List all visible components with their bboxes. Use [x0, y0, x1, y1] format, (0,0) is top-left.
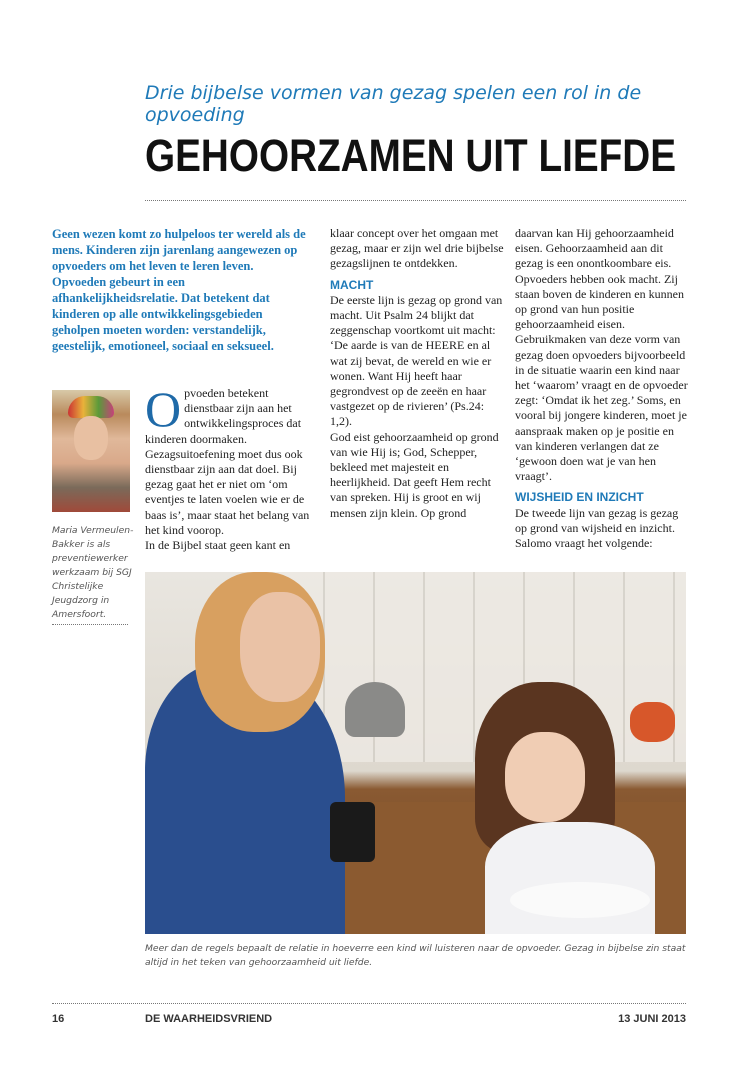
- main-photo: [145, 572, 686, 934]
- drop-cap: O: [145, 381, 182, 437]
- title-divider: [145, 200, 686, 201]
- author-caption: Maria Vermeulen-Bakker is als preventiewerker werkzaam bij SGJ Christelijke Jeugdzorg in Amersfoort.: [52, 525, 134, 620]
- paragraph: klaar concept over het omgaan met gezag, maar er zijn wel drie bijbelse gezagslijnen te ontdekken.: [330, 226, 504, 271]
- paragraph: In de Bijbel staat geen kant en: [145, 538, 291, 553]
- paragraph: ‘De aarde is van de HEERE en al wat zij bevat, de wereld en wie er wonen. Want Hij heeft haar gegrondvest op de zeeën en haar vastgezet op de rivieren’ (Ps.24: 1,2).: [330, 338, 492, 429]
- author-photo: [52, 390, 130, 512]
- author-divider: [52, 624, 128, 625]
- page-number: 16: [52, 1013, 65, 1025]
- paragraph: pvoeden betekent dienstbaar zijn aan het ontwikkelingsproces dat kinderen doormaken. Gezagsuitoefening moet dus ook dienstbaar zijn aan dat doel. Bij gezag gaat het er niet om ‘om eventjes te laten voelen wie er de baas is’, maar staat het belang van het kind voorop.: [145, 386, 310, 537]
- footer-divider: [52, 1003, 686, 1004]
- paragraph: De eerste lijn is gezag op grond van macht. Uit Psalm 24 blijkt dat zeggenschap voortkomt uit macht:: [330, 292, 503, 338]
- column-2: [330, 226, 508, 521]
- magazine-name: DE WAARHEIDSVRIEND: [145, 1013, 273, 1025]
- photo-caption: Meer dan de regels bepaalt de relatie in hoeverre een kind wil luisteren naar de opvoeder. Gezag in bijbelse zin staat altijd in het teken van gehoorzaamheid uit liefde.: [145, 943, 686, 968]
- paragraph: God eist gehoorzaamheid op grond van wie Hij is; God, Schepper, bekleed met majesteit en heerlijkheid. Dat geeft Hem recht van spreken. Hij is groot en wij mensen zijn klein. Op grond: [330, 429, 499, 520]
- paragraph: daarvan kan Hij gehoorzaamheid eisen. Gehoorzaamheid aan dit gezag is een onontkoombare eis.: [515, 226, 674, 271]
- kicker: Drie bijbelse vormen van gezag spelen een rol in de opvoeding: [145, 82, 642, 126]
- column-1: [145, 381, 319, 553]
- paragraph: De tweede lijn van gezag is gezag op grond van wijsheid en inzicht. Salomo vraagt het volgende:: [515, 505, 679, 551]
- lead-paragraph: Geen wezen komt zo hulpeloos ter wereld als de mens. Kinderen zijn jarenlang aangewezen op opvoeders om het leven te leren leven. Opvoeden gebeurt in een afhankelijkheidsrelatie. Dat betekent dat kinderen op alle ontwikkelingsgebieden geholpen moeten worden: verstandelijk, geestelijk, emotioneel, sociaal en seksueel.: [52, 227, 306, 353]
- issue-date: 13 JUNI 2013: [618, 1013, 686, 1025]
- section-heading-wijsheid: WIJSHEID EN INZICHT: [515, 490, 644, 505]
- article-title: GEHOORZAMEN UIT LIEFDE: [145, 130, 677, 181]
- section-heading-macht: MACHT: [330, 277, 374, 292]
- paragraph: Opvoeders hebben ook macht. Zij staan boven de kinderen en kunnen op grond van hun positie gehoorzaamheid eisen. Gebruikmaken van deze vorm van gezag doen opvoeders bijvoorbeeld in de situatie waarin een kind naar het ‘waarom’ vraagt en de opvoeder zegt: ‘Omdat ik het zeg.’ Soms, en vooral bij jongere kinderen, moet je aanspraak maken op je positie en van kinderen verlangen dat ze ‘gewoon doen wat je van hen vraagt’.: [515, 271, 688, 484]
- column-3: [515, 226, 691, 551]
